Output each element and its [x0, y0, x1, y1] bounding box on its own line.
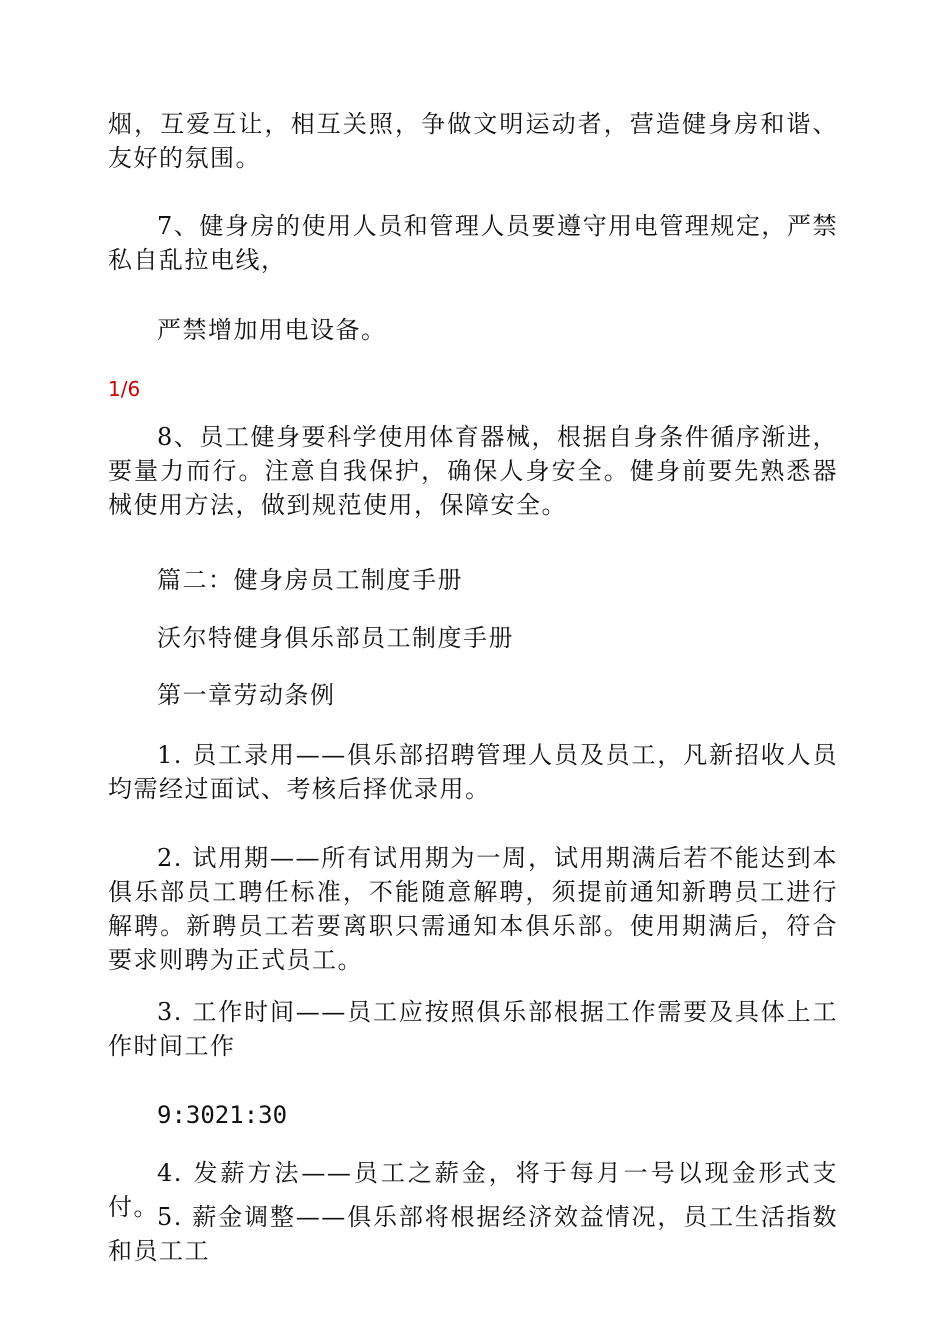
article-payment: 4. 发薪方法——员工之薪金，将于每月一号以现金形式支付。 [108, 1159, 838, 1221]
paragraph-rule-7: 7、健身房的使用人员和管理人员要遵守用电管理规定，严禁私自乱拉电线， [108, 212, 838, 274]
article-salary-adjustment: 5. 薪金调整——俱乐部将根据经济效益情况，员工生活指数和员工工 [108, 1203, 838, 1265]
chapter-heading: 第一章劳动条例 [157, 681, 336, 709]
manual-title: 沃尔特健身俱乐部员工制度手册 [157, 624, 514, 652]
article-working-hours: 3. 工作时间——员工应按照俱乐部根据工作需要及具体上工作时间工作 [108, 998, 838, 1060]
paragraph-rule-7-continued: 严禁增加用电设备。 [157, 316, 387, 344]
article-probation: 2. 试用期——所有试用期为一周，试用期满后若不能达到本俱乐部员工聘任标准，不能随意解聘，须提前通知新聘员工进行解聘。新聘员工若要离职只需通知本俱乐部。使用期满后，符合要求则聘为正式员工。 [108, 844, 838, 974]
paragraph-1: 烟，互爱互让，相互关照，争做文明运动者，营造健身房和谐、友好的氛围。 [108, 110, 838, 172]
page-number-indicator: 1/6 [108, 377, 141, 401]
section-heading-part-two: 篇二：健身房员工制度手册 [157, 566, 463, 594]
article-hiring: 1. 员工录用——俱乐部招聘管理人员及员工，凡新招收人员均需经过面试、考核后择优录用。 [108, 741, 838, 803]
paragraph-rule-8: 8、员工健身要科学使用体育器械，根据自身条件循序渐进，要量力而行。注意自我保护，确保人身安全。健身前要先熟悉器械使用方法，做到规范使用，保障安全。 [108, 423, 838, 519]
working-hours-value: 9:3021:30 [157, 1101, 288, 1129]
